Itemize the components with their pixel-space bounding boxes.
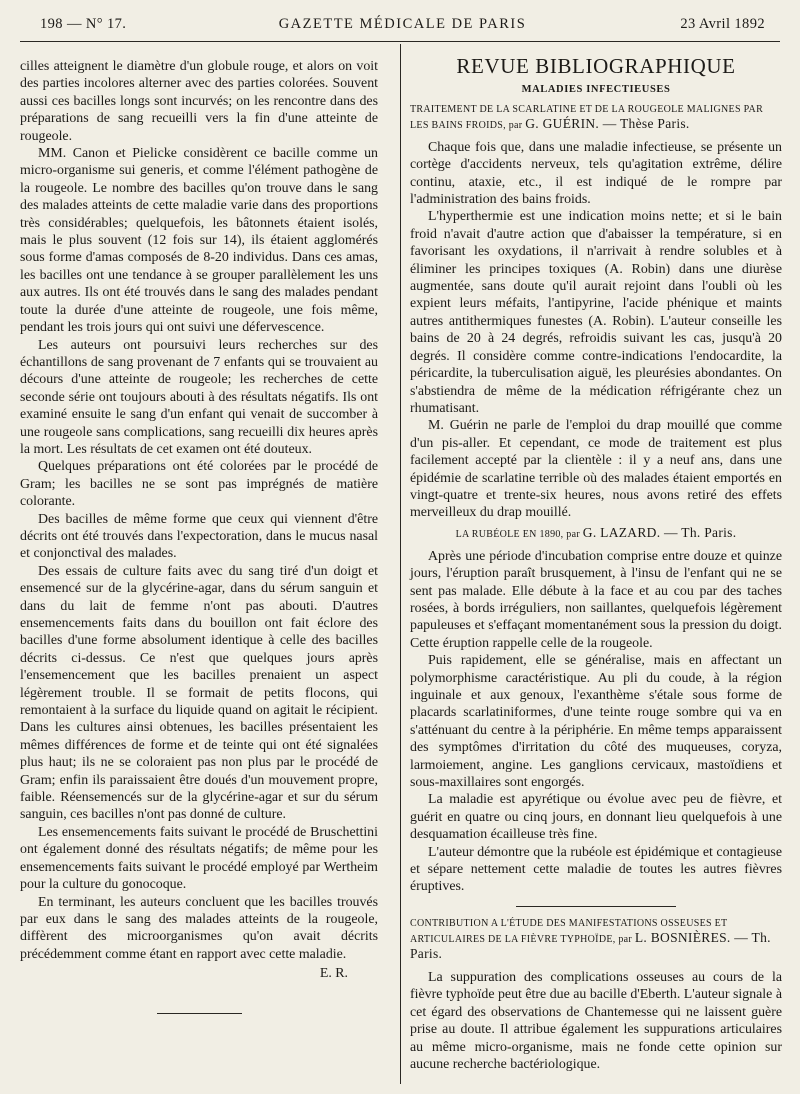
header-rule	[20, 41, 780, 42]
section-title: REVUE BIBLIOGRAPHIQUE	[456, 54, 736, 78]
page-header	[40, 16, 765, 38]
paragraph: M. Guérin ne parle de l'emploi du drap mouillé que comme d'un pis-aller. Et cependant, ce mode de traitement est plus facilement accepté par la clientèle : il y a neuf ans, dans une épidémie de scarlatine terrible où des malades étaient emportés en vingt-quatre et trente-six heures, nous avons retiré des effets merveilleux du drap mouillé.	[410, 418, 782, 521]
section-rule	[516, 906, 676, 907]
section-subtitle: MALADIES INFECTIEUSES	[521, 84, 671, 96]
paragraph: La suppuration des complications osseuses au cours de la fièvre typhoïde peut être due au bacille d'Eberth. L'auteur signale à cet égard des observations de Chantemesse qui ne laissent guère prise au doute. Il attribue également les suppurations articulaires au même micro-organisme, mais ne fonde cette opinion sur aucune recherche bactériologique.	[410, 969, 782, 1072]
article-heading	[410, 103, 782, 133]
paragraph: MM. Canon et Pielicke considèrent ce bacille comme un micro-organisme sui generis, et comme l'élément pathogène de la rougeole. Le nombre des bacilles qu'on trouve dans le sang des malades atteints de cette maladie varie dans des proportions très considérables; quelquefois, les bâtonnets étaient isolés, mais le plus souvent (12 fois sur 14), ils étaient agglomérés sous forme d'amas composés de 8-20 individus. Dans ces amas, les bacilles ont une tendance à se grouper parallèlement les uns aux autres. Ils ont été trouvés dans le sang des malades pendant toute la durée d'une atteinte de rougeole, une fois même, pendant les trois jours qui ont suivi une défervescence.	[20, 146, 378, 336]
issue-date: 23 Avril 1892	[680, 16, 765, 32]
journal-title: GAZETTE MÉDICALE DE PARIS	[278, 16, 527, 32]
paragraph: cilles atteignent le diamètre d'un globule rouge, et alors on voit des parties incolores alterner avec des parties colorées. Souvent aussi ces bacilles longs sont incurvés; on les rencontre dans des préparations de sang recueilli vers la fin d'une atteinte de rougeole.	[20, 59, 378, 144]
left-column	[20, 58, 378, 1014]
signature: E. R.	[319, 966, 348, 982]
article-title: CONTRIBUTION A L'ÉTUDE DES MANIFESTATIONS OSSEUSES ET ARTICULAIRES DE LA FIÈVRE TYPHOÏDE, par	[410, 917, 728, 945]
article-author: L. BOSNIÈRES. — Th. Paris.	[410, 929, 771, 961]
paragraph: Les ensemencements faits suivant le procédé de Bruschettini ont également donné des résultats négatifs; de même pour les ensemencements faits suivant le procédé employé par Wertheim pour la culture du gonocoque.	[20, 824, 378, 893]
paragraph: En terminant, les auteurs concluent que les bacilles trouvés par eux dans le sang des malades atteints de la rougeole, diffèrent des microorganismes qu'on avait décrits précédemment comme étant en rapport avec cette maladie.	[20, 894, 378, 962]
article-heading	[410, 526, 782, 542]
column-divider	[400, 44, 401, 1084]
paragraph: Quelques préparations ont été colorées par le procédé de Gram; les bacilles ne se sont pas imprégnés de matière colorante.	[20, 459, 378, 510]
article-author: G. LAZARD. — Th. Paris.	[582, 524, 737, 540]
article-heading	[410, 917, 782, 963]
paragraph: L'auteur démontre que la rubéole est épidémique et contagieuse et sépare nettement cette maladie de toutes les autres fièvres éruptives.	[410, 844, 782, 895]
paragraph: Des essais de culture faits avec du sang tiré d'un doigt et ensemencé sur de la glycérine-agar, dans du sérum sanguin et dans du lait de femme n'ont pas abouti. D'autres ensemencements faits dans du bouillon ont fait éclore des bacilles d'une forme absolument identique à celle des bacilles décrits ci-dessus. Ce n'est que quelques jours après l'ensemencement que les bacilles prenaient un aspect légèrement trouble. Il se formait de petits flocons, qui remontaient à la surface du liquide quand on agitait le récipient. Dans les cultures ainsi obtenues, les bacilles présentaient les mêmes différences de forme et de teinte qui ont été signalées plus haut; ils ne se coloraient pas non plus par le procédé de Gram; enfin ils paraissaient être doués d'un mouvement propre, faible. Réensemencés sur de la glycérine-agar et sur du sérum sanguin, ces bacilles n'ont pas donné de culture.	[20, 563, 378, 823]
article-title: LA RUBÉOLE EN 1890, par	[455, 528, 580, 540]
paragraph: L'hyperthermie est une indication moins nette; et si le bain froid n'avait d'autre action que d'abaisser la température, si en favorisant les oxydations, il n'arrivait à rendre solubles et à éliminer les principes toxiques (A. Robin) dans une diurèse augmentée, sans doute qu'il aurait rejoint dans l'oubli où les expient leurs méfaits, l'antipyrine, l'acide phénique et maints autres antithermiques funestes (A. Robin). L'auteur conseille les bains de 20 à 24 degrés, refroidis suivant les cas, jusqu'à 20 degrés. Il considère comme contre-indications l'endocardite, la péricardite, la tuberculisation aiguë, les pleurésies abondantes. On s'abstiendra de même de la médication réfrigérante chez un rhumatisant.	[410, 209, 782, 416]
right-column	[410, 54, 782, 1073]
article-author: G. GUÉRIN. — Thèse Paris.	[525, 115, 690, 131]
paragraph: Puis rapidement, elle se généralise, mais en affectant un polymorphisme caractéristique. Au pli du coude, à la région inguinale et aux genoux, l'exanthème s'étale sous forme de placards scarlatiniformes, d'une teinte rouge sombre qui va en s'atténuant du centre à la périphérie. En même temps apparaissent des symptômes d'irritation du côté des muqueuses, coryza, larmoiement, angine. Les ganglions cervicaux, mastoïdiens et sous-maxillaires sont engorgés.	[410, 653, 782, 791]
paragraph: Après une période d'incubation comprise entre douze et quinze jours, l'éruption paraît brusquement, à l'insu de l'enfant qui ne se sent pas malade. Elle débute à la face et au cou par des taches rosées, à bords irréguliers, non saillantes, quelquefois légèrement papuleuses et s'effaçant momentanément sous la pression du doigt. Cette éruption rappelle celle de la rougeole.	[410, 548, 782, 651]
article-title: TRAITEMENT DE LA SCARLATINE ET DE LA ROUGEOLE MALIGNES PAR LES BAINS FROIDS, par	[410, 103, 764, 131]
end-rule	[157, 1013, 242, 1014]
paragraph: La maladie est apyrétique ou évolue avec peu de fièvre, et guérit en quatre ou cinq jours, en donnant lieu quelquefois à une desquamation écailleuse très fine.	[410, 792, 782, 843]
page-number: 198 — N° 17.	[40, 16, 127, 32]
paragraph: Chaque fois que, dans une maladie infectieuse, se présente un cortège d'accidents nerveux, tels qu'agitation extrême, délire continu, ataxie, etc., il est indiqué de le rompre par l'administration des bains froids.	[410, 139, 782, 208]
paragraph: Les auteurs ont poursuivi leurs recherches sur des échantillons de sang provenant de 7 enfants qui se trouvaient au décours d'une atteinte de rougeole; les recherches de cette seconde série ont toujours abouti à des résultats négatifs. Ils ont examiné ensuite le sang d'un enfant qui venait de succomber à une rougeole sans complications, sang recueilli dix heures après la mort. Les résultats de cet examen ont été douteux.	[20, 337, 378, 457]
paragraph: Des bacilles de même forme que ceux qui viennent d'être décrits ont été trouvés dans l'expectoration, dans le mucus nasal et conjonctival des malades.	[20, 511, 378, 562]
